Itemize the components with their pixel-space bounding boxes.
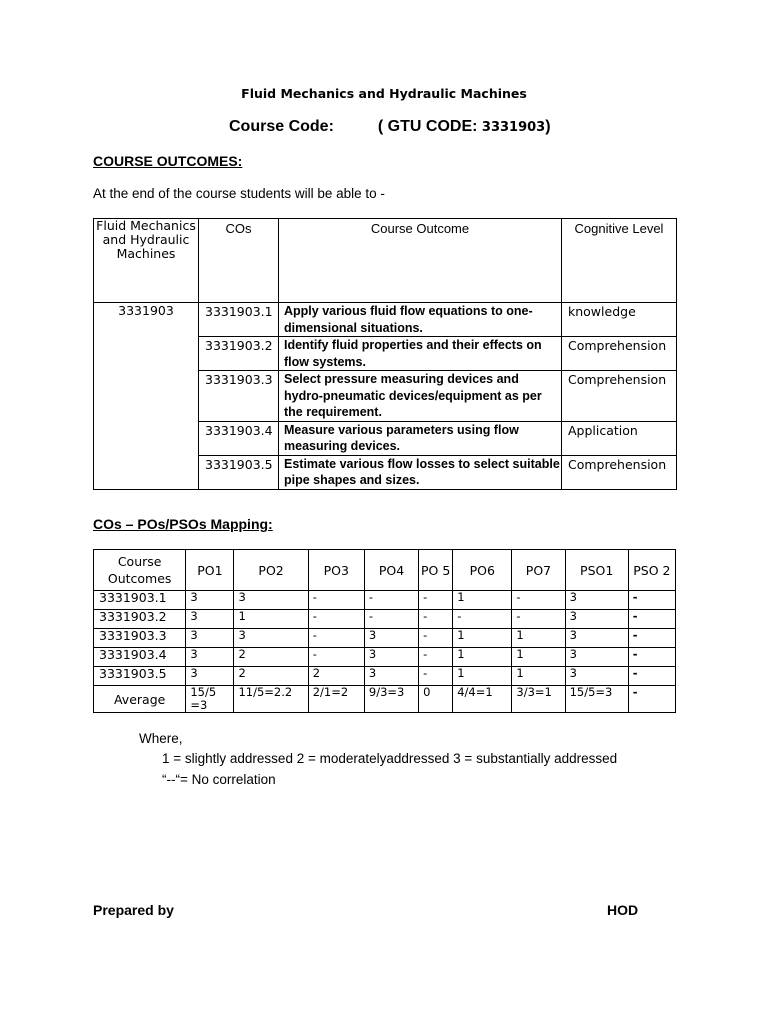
level-cell: Comprehension (562, 337, 677, 371)
mapping-row (94, 629, 676, 648)
average-value-cell: 11/5=2.2 (234, 686, 308, 713)
co-cell: 3331903.5 (199, 455, 279, 489)
mapping-value-cell: 3 (186, 610, 234, 629)
average-value-cell: 15/5=3 (565, 686, 628, 713)
mapping-heading: COs – POs/PSOs Mapping: (93, 516, 273, 532)
header-course-outcomes: Course Outcomes (94, 550, 186, 591)
mapping-value-cell: - (512, 591, 565, 610)
co-cell: 3331903.4 (199, 421, 279, 455)
average-value-cell: 15/5 =3 (186, 686, 234, 713)
no-correlation-note: “--“= No correlation (162, 772, 276, 787)
mapping-row (94, 648, 676, 667)
mapping-value-cell: - (308, 629, 364, 648)
mapping-value-cell: 3 (565, 667, 628, 686)
average-value-cell: - (628, 686, 675, 713)
level-cell: Application (562, 421, 677, 455)
mapping-value-cell: 3 (234, 591, 308, 610)
mapping-value-cell: 3 (565, 610, 628, 629)
header-po2: PO2 (234, 550, 308, 591)
mapping-value-cell: - (628, 629, 675, 648)
mapping-value-cell: - (419, 667, 453, 686)
table-row (94, 303, 677, 337)
mapping-row (94, 610, 676, 629)
header-pso1: PSO1 (565, 550, 628, 591)
header-subject: Fluid Mechanics and Hydraulic Machines (94, 219, 199, 303)
mapping-value-cell: - (364, 591, 418, 610)
mapping-value-cell: 3 (364, 667, 418, 686)
mapping-header-row (94, 550, 676, 591)
level-cell: Comprehension (562, 455, 677, 489)
average-value-cell: 9/3=3 (364, 686, 418, 713)
level-cell: knowledge (562, 303, 677, 337)
gtu-code-prefix: ( GTU CODE: (377, 118, 482, 135)
mapping-value-cell: - (308, 591, 364, 610)
mapping-value-cell: - (419, 591, 453, 610)
mapping-value-cell: 2 (308, 667, 364, 686)
mapping-value-cell: 3 (565, 629, 628, 648)
course-code-line (229, 118, 551, 136)
outcome-cell: Select pressure measuring devices and hydro-pneumatic devices/equipment as per the requirement. (279, 371, 562, 422)
mapping-value-cell: - (628, 667, 675, 686)
mapping-value-cell: 1 (512, 667, 565, 686)
header-po4: PO4 (364, 550, 418, 591)
average-value-cell: 4/4=1 (453, 686, 512, 713)
where-label: Where, (139, 731, 183, 746)
mapping-value-cell: - (512, 610, 565, 629)
average-value-cell: 0 (419, 686, 453, 713)
mapping-value-cell: - (419, 610, 453, 629)
header-po1: PO1 (186, 550, 234, 591)
legend-line: 1 = slightly addressed 2 = moderatelyaddressed 3 = substantially addressed (162, 751, 618, 766)
co-cell: 3331903.1 (199, 303, 279, 337)
mapping-value-cell: 3 (186, 667, 234, 686)
co-cell: 3331903.3 (199, 371, 279, 422)
header-course-outcome: Course Outcome (279, 219, 562, 303)
co-cell: 3331903.2 (199, 337, 279, 371)
mapping-value-cell: - (628, 648, 675, 667)
mapping-value-cell: 3 (565, 591, 628, 610)
mapping-value-cell: 1 (512, 629, 565, 648)
mapping-value-cell: - (308, 648, 364, 667)
average-label: Average (94, 686, 186, 713)
document-title: Fluid Mechanics and Hydraulic Machines (241, 86, 527, 101)
header-pso2: PSO 2 (628, 550, 675, 591)
header-po7: PO7 (512, 550, 565, 591)
course-outcomes-heading: COURSE OUTCOMES: (93, 153, 243, 169)
header-cos: COs (199, 219, 279, 303)
mapping-value-cell: 1 (453, 591, 512, 610)
mapping-value-cell: - (419, 648, 453, 667)
mapping-value-cell: - (628, 591, 675, 610)
mapping-value-cell: 1 (453, 667, 512, 686)
header-cognitive-level: Cognitive Level (562, 219, 677, 303)
mapping-value-cell: 3 (364, 648, 418, 667)
mapping-value-cell: - (364, 610, 418, 629)
mapping-value-cell: 3 (186, 629, 234, 648)
subject-code-cell: 3331903 (94, 303, 199, 490)
table-header-row (94, 219, 677, 303)
outcome-cell: Estimate various flow losses to select suitable pipe shapes and sizes. (279, 455, 562, 489)
mapping-value-cell: 2 (234, 667, 308, 686)
mapping-co-cell: 3331903.5 (94, 667, 186, 686)
outcome-cell: Apply various fluid flow equations to one-dimensional situations. (279, 303, 562, 337)
mapping-value-cell: - (419, 629, 453, 648)
mapping-value-cell: 3 (186, 591, 234, 610)
mapping-row (94, 591, 676, 610)
course-code-label: Course Code: (229, 118, 334, 135)
average-value-cell: 2/1=2 (308, 686, 364, 713)
mapping-co-cell: 3331903.4 (94, 648, 186, 667)
mapping-value-cell: 1 (512, 648, 565, 667)
intro-text: At the end of the course students will be able to - (93, 186, 385, 201)
mapping-value-cell: - (453, 610, 512, 629)
mapping-value-cell: 1 (453, 648, 512, 667)
mapping-value-cell: 3 (364, 629, 418, 648)
co-po-mapping-table (93, 549, 676, 713)
outcome-cell: Identify fluid properties and their effects on flow systems. (279, 337, 562, 371)
gtu-code-suffix: ) (545, 118, 551, 135)
mapping-value-cell: 1 (234, 610, 308, 629)
mapping-row (94, 667, 676, 686)
mapping-value-cell: 1 (453, 629, 512, 648)
header-po5: PO 5 (419, 550, 453, 591)
average-row (94, 686, 676, 713)
mapping-value-cell: 3 (565, 648, 628, 667)
mapping-co-cell: 3331903.1 (94, 591, 186, 610)
mapping-value-cell: 3 (186, 648, 234, 667)
outcome-cell: Measure various parameters using flow measuring devices. (279, 421, 562, 455)
mapping-value-cell: - (308, 610, 364, 629)
header-po6: PO6 (453, 550, 512, 591)
prepared-by-label: Prepared by (93, 902, 174, 918)
mapping-co-cell: 3331903.2 (94, 610, 186, 629)
hod-label: HOD (607, 902, 639, 918)
mapping-value-cell: 3 (234, 629, 308, 648)
mapping-value-cell: - (628, 610, 675, 629)
level-cell: Comprehension (562, 371, 677, 422)
mapping-value-cell: 2 (234, 648, 308, 667)
gtu-code-value: 3331903 (481, 120, 546, 135)
course-outcomes-table (93, 218, 677, 490)
average-value-cell: 3/3=1 (512, 686, 565, 713)
mapping-co-cell: 3331903.3 (94, 629, 186, 648)
header-po3: PO3 (308, 550, 364, 591)
